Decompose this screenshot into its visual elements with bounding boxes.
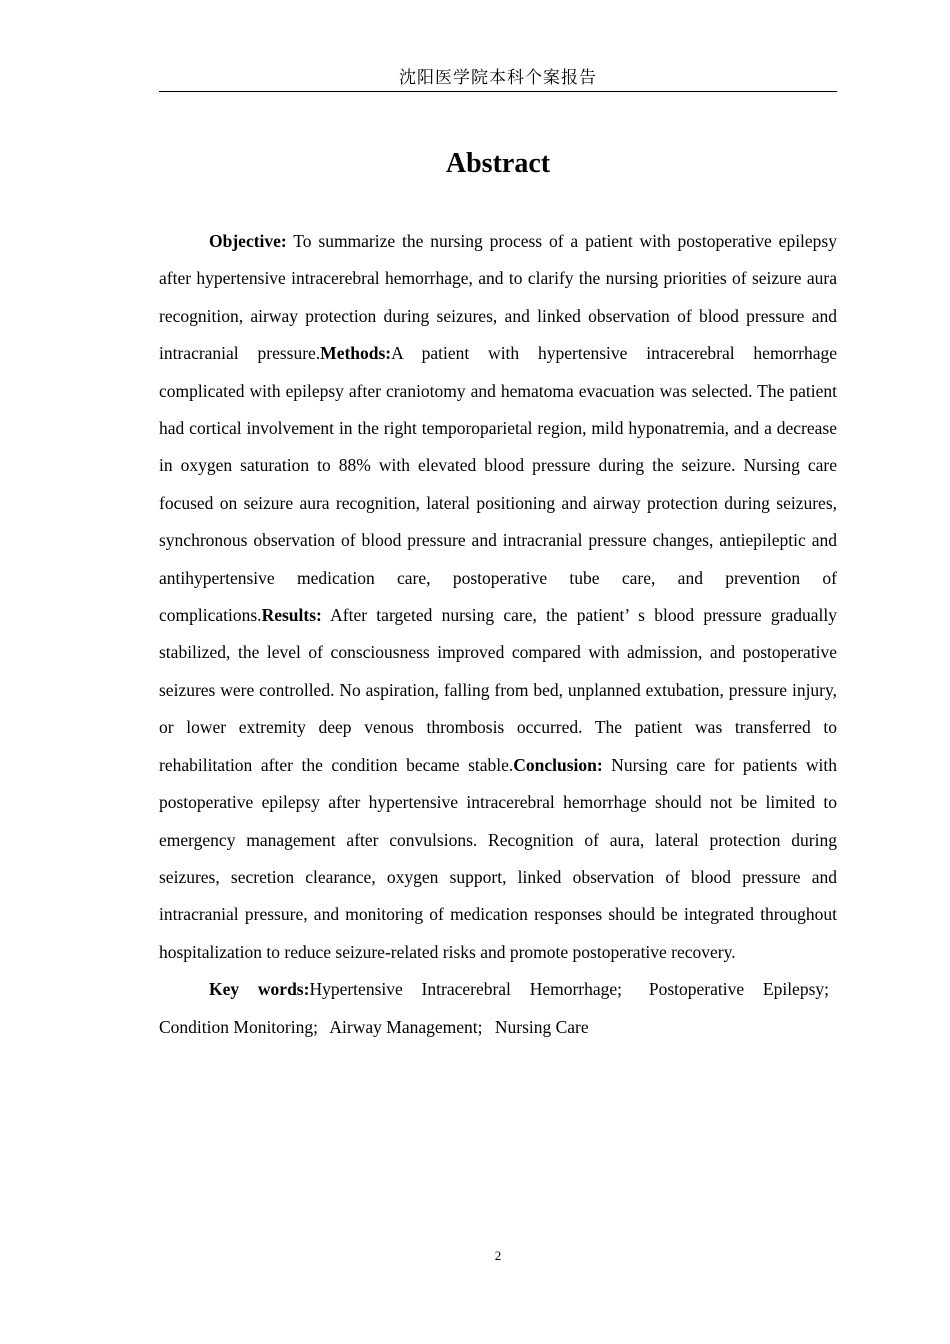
results-label: Results: <box>261 605 322 626</box>
conclusion-label: Conclusion: <box>513 754 603 775</box>
methods-text: A patient with hypertensive intracerebral hemorrhage complicated with epilepsy after craniotomy and hematoma evacuation was selected. The patient had cortical involvement in the right temporoparietal region, mild hyponatremia, and a decrease in oxygen saturation to 88% with elevated blood pressure during the seizure. Nursing care focused on seizure aura recognition, lateral positioning and airway protection during seizures, synchronous observation of blood pressure and intracranial pressure changes, antiepileptic and antihypertensive medication care, postoperative tube care, and prevention of complications. <box>159 343 837 626</box>
keyword-item: Postoperative Epilepsy; <box>648 979 829 1000</box>
abstract-title: Abstract <box>445 148 551 179</box>
header-text: 沈阳医学院本科个案报告 <box>399 68 597 87</box>
keyword-item: Condition Monitoring; <box>159 1016 318 1037</box>
methods-label: Methods: <box>320 343 392 364</box>
keyword-item: Nursing Care <box>494 1016 589 1037</box>
abstract-body <box>159 223 837 1046</box>
results-text: After targeted nursing care, the patient’ s blood pressure gradually stabilized, the level of consciousness improved compared with admission, and postoperative seizures were controlled. No aspiration, falling from bed, unplanned extubation, pressure injury, or lower extremity deep venous thrombosis occurred. The patient was transferred to rehabilitation after the condition became stable. <box>159 605 837 775</box>
keyword-item: Hypertensive Intracerebral Hemorrhage; <box>309 979 623 1000</box>
keyword-item: Airway Management; <box>329 1016 483 1037</box>
conclusion-text: Nursing care for patients with postoperative epilepsy after hypertensive intracerebral hemorrhage should not be limited to emergency management after convulsions. Recognition of aura, lateral protection during seizures, secretion clearance, oxygen support, linked observation of blood pressure and intracranial pressure, and monitoring of medication responses should be integrated throughout hospitalization to reduce seizure-related risks and promote postoperative recovery. <box>159 754 837 962</box>
keywords-paragraph <box>159 971 837 1046</box>
keywords-label: Key words: <box>209 979 310 1000</box>
page-number: 2 <box>494 1248 502 1263</box>
page-header <box>159 66 837 92</box>
abstract-paragraph <box>159 223 837 971</box>
objective-text: To summarize the nursing process of a patient with postoperative epilepsy after hypertensive intracerebral hemorrhage, and to clarify the nursing priorities of seizure aura recognition, airway protection during seizures, and linked observation of blood pressure and intracranial pressure. <box>159 231 837 364</box>
objective-label: Objective: <box>209 231 287 251</box>
